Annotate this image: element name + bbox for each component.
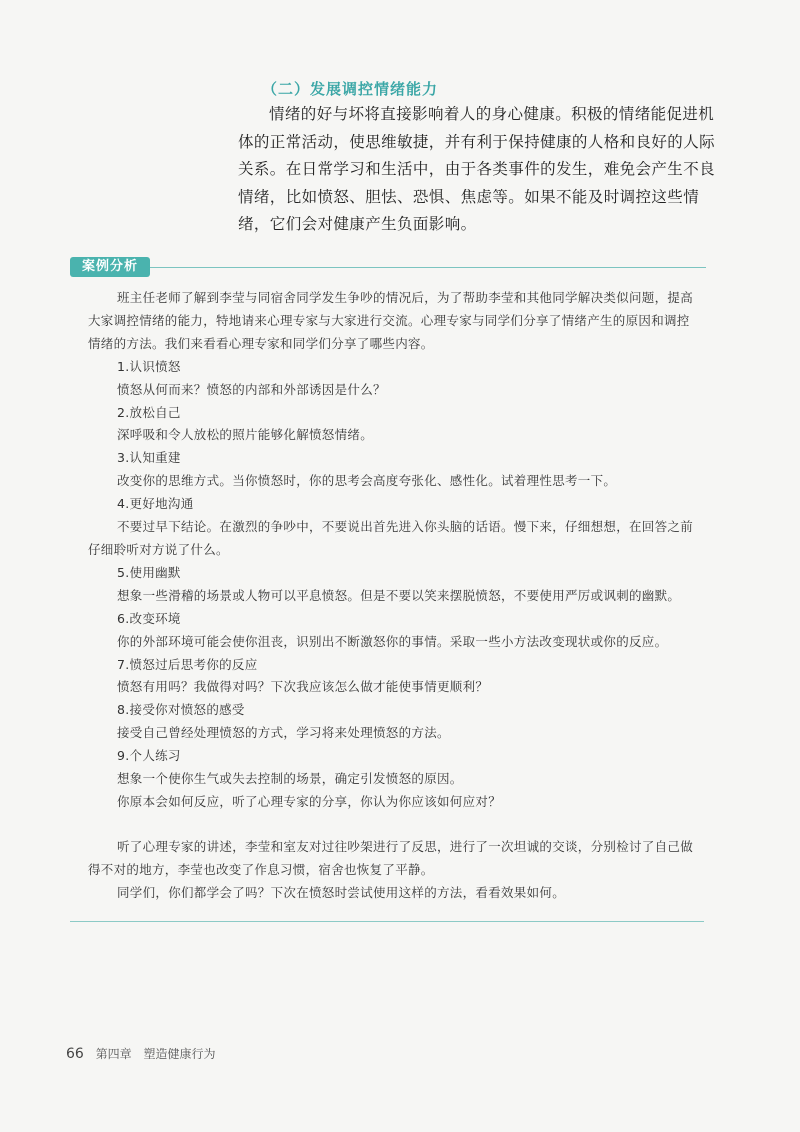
intro-block [238,101,718,239]
paragraph-gap [88,814,698,836]
case-item-title: 5.使用幽默 [117,564,181,580]
case-item-title: 6.改变环境 [117,610,181,626]
case-item-title: 8.接受你对愤怒的感受 [117,702,245,718]
case-analysis-header [70,257,706,279]
case-opening-paragraph: 班主任老师了解到李莹与同宿舍同学发生争吵的情况后，为了帮助李莹和其他同学解决类似问题，提高大家调控情绪的能力，特地请来心理专家与大家进行交流。心理专家与同学们分享了情绪产生的原因和调控情绪的方法。我们来看看心理专家和同学们分享了哪些内容。 [88,290,694,351]
case-item-text: 不要过早下结论。在激烈的争吵中，不要说出首先进入你头脑的话语。慢下来，仔细想想，在回答之前仔细聆听对方说了什么。 [88,519,694,557]
chapter-title: 塑造健康行为 [143,1047,216,1061]
case-item-text: 想象一些滑稽的场景或人物可以平息愤怒。但是不要以笑来摆脱愤怒，不要使用严厉或讽刺的幽默。 [117,587,681,603]
case-item-title: 2.放松自己 [117,404,181,420]
case-item-text: 改变你的思维方式。当你愤怒时，你的思考会高度夸张化、感性化。试着理性思考一下。 [117,473,617,489]
case-item-text: 愤怒从何而来？愤怒的内部和外部诱因是什么？ [117,381,386,397]
case-analysis-badge: 案例分析 [70,257,150,277]
page-number: 66 [66,1046,84,1062]
case-item-title: 1.认识愤怒 [117,358,181,374]
case-question: 你原本会如何反应，听了心理专家的分享，你认为你应该如何应对？ [117,793,502,809]
case-item-title: 7.愤怒过后思考你的反应 [117,656,258,672]
header-divider [150,267,706,268]
case-item-text: 想象一个使你生气或失去控制的场景，确定引发愤怒的原因。 [117,771,463,787]
chapter-label: 第四章 [95,1047,132,1061]
case-item-text: 深呼吸和令人放松的照片能够化解愤怒情绪。 [117,427,374,443]
case-closing-paragraph: 听了心理专家的讲述，李莹和室友对过往吵架进行了反思，进行了一次坦诚的交谈，分别检讨了自己做得不对的地方，李莹也改变了作息习惯，宿舍也恢复了平静。 [88,838,694,877]
case-item-title: 9.个人练习 [117,748,181,764]
intro-paragraph: 情绪的好与坏将直接影响着人的身心健康。积极的情绪能促进机体的正常活动，使思维敏捷，并有利于保持健康的人格和良好的人际关系。在日常学习和生活中，由于各类事件的发生，难免会产生不良情绪，比如愤怒、胆怯、恐惧、焦虑等。如果不能及时调控这些情绪，它们会对健康产生负面影响。 [238,105,716,233]
case-item-text: 接受自己曾经处理愤怒的方式，学习将来处理愤怒的方法。 [117,725,450,741]
case-item-text: 你的外部环境可能会使你沮丧，识别出不断激怒你的事情。采取一些小方法改变现状或你的反应。 [117,633,668,649]
section-title: （二）发展调控情绪能力 [262,80,439,98]
section-bottom-divider [70,921,704,922]
case-item-title: 4.更好地沟通 [117,496,194,512]
page-footer [66,1045,216,1062]
case-item-text: 愤怒有用吗？我做得对吗？下次我应该怎么做才能使事情更顺利？ [117,679,489,695]
case-analysis-body [88,287,698,905]
case-item-title: 3.认知重建 [117,450,181,466]
case-closing-question: 同学们，你们都学会了吗？下次在愤怒时尝试使用这样的方法，看看效果如何。 [117,884,566,900]
